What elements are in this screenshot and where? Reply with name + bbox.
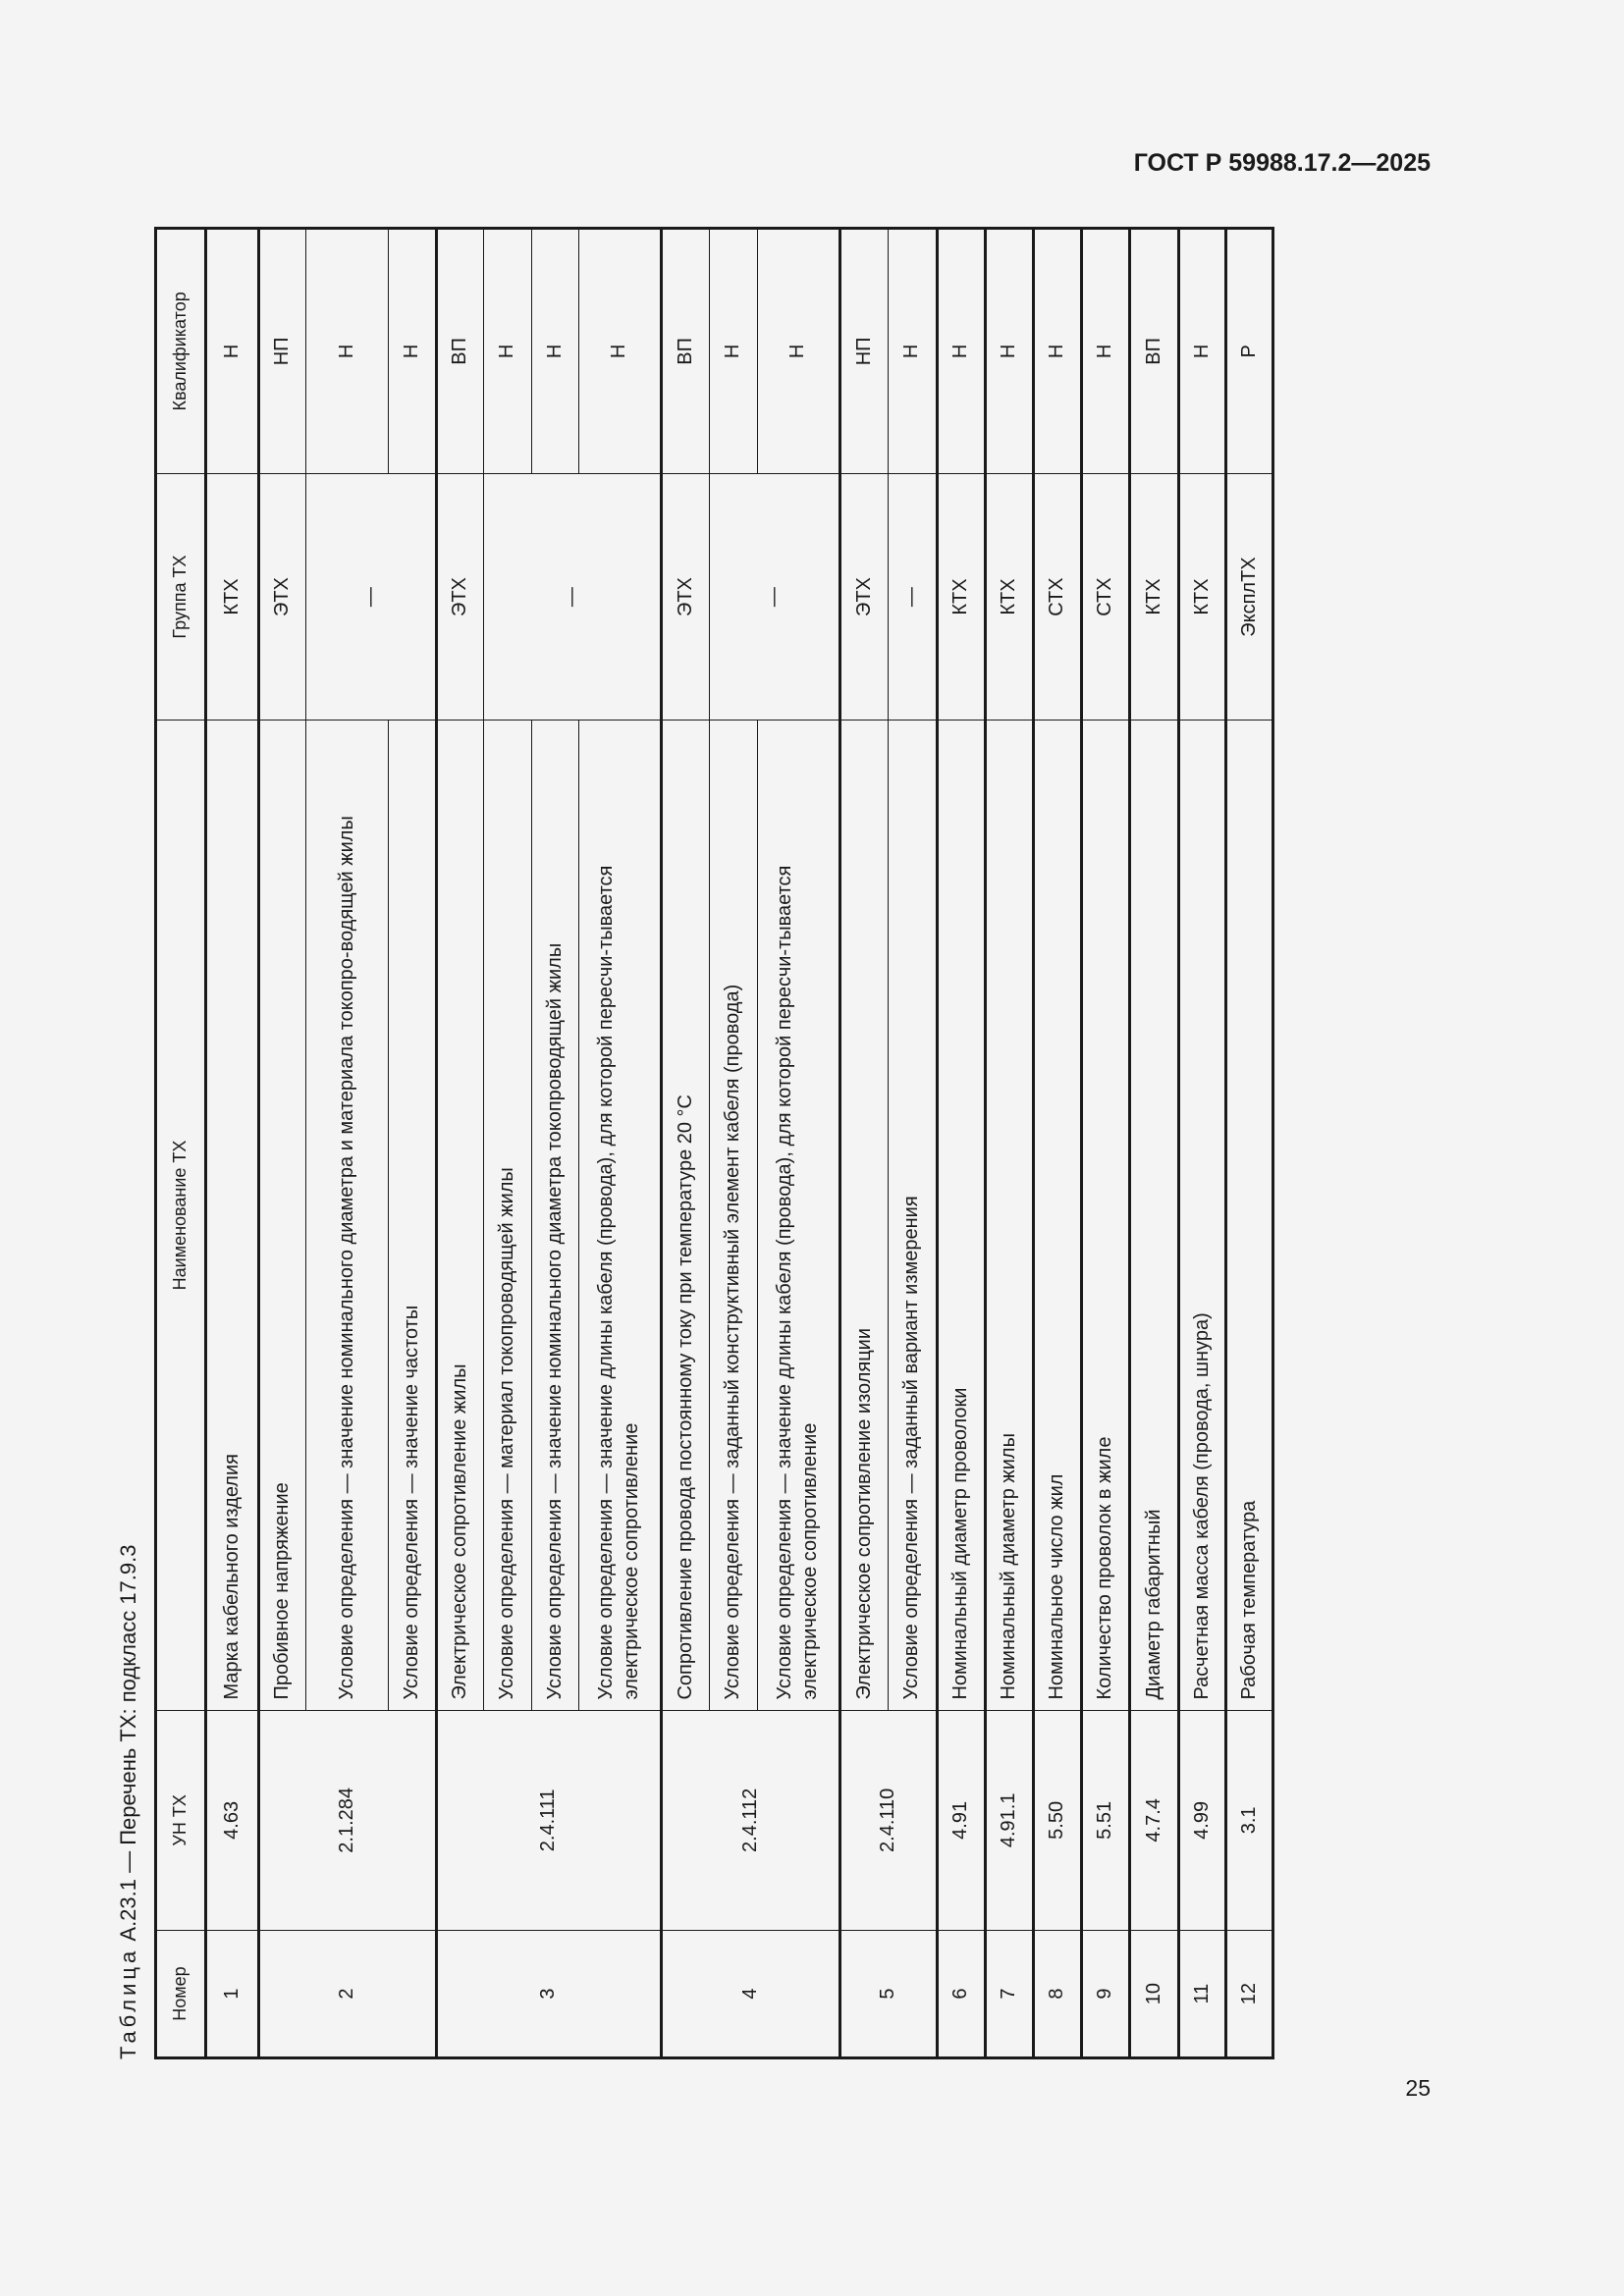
row-number: 1 [206, 1931, 259, 2058]
row-number: 2 [259, 1931, 437, 2058]
header-row [156, 229, 206, 2058]
row-qualifier: Н [986, 229, 1034, 474]
row-name: Электрическое сопротивление жилы [437, 721, 484, 1710]
row-name: Условие определения — заданный конструктивный элемент кабеля (провода) [710, 721, 758, 1710]
tx-table [154, 227, 1274, 2059]
row-qualifier: Н [889, 229, 938, 474]
row-group: — [306, 473, 437, 721]
row-name: Условие определения — значение длины кабеля (провода), для которой пересчи-тывается электрическое сопротивление [579, 721, 662, 1710]
row-number: 10 [1130, 1931, 1179, 2058]
row-number: 12 [1226, 1931, 1273, 2058]
row-name: Марка кабельного изделия [206, 721, 259, 1710]
col-header-group: Группа ТХ [156, 473, 206, 721]
row-qualifier: Н [579, 229, 662, 474]
row-name: Диаметр габаритный [1130, 721, 1179, 1710]
row-qualifier: Н [1034, 229, 1082, 474]
document-code: ГОСТ Р 59988.17.2—2025 [1133, 149, 1431, 177]
row-group: ЭТХ [840, 473, 889, 721]
row-group: ЭксплТХ [1226, 473, 1273, 721]
col-header-name: Наименование ТХ [156, 721, 206, 1710]
table-row [1130, 229, 1179, 2058]
row-number: 4 [662, 1931, 840, 2058]
row-name: Расчетная масса кабеля (провода, шнура) [1179, 721, 1226, 1710]
row-qualifier: Н [938, 229, 986, 474]
row-un: 4.7.4 [1130, 1710, 1179, 1931]
row-name: Условие определения — значение номинального диаметра и материала токопро-водящей жилы [306, 721, 389, 1710]
row-qualifier: Н [1082, 229, 1130, 474]
row-name: Пробивное напряжение [259, 721, 306, 1710]
row-un: 2.1.284 [259, 1710, 437, 1931]
row-un: 4.91.1 [986, 1710, 1034, 1931]
row-name: Номинальное число жил [1034, 721, 1082, 1710]
row-group: СТХ [1034, 473, 1082, 721]
table-row [840, 229, 889, 2058]
row-number: 7 [986, 1931, 1034, 2058]
col-header-un: УН ТХ [156, 1710, 206, 1931]
page-number: 25 [1405, 2075, 1431, 2101]
row-number: 5 [840, 1931, 938, 2058]
row-un: 2.4.112 [662, 1710, 840, 1931]
row-name: Рабочая температура [1226, 721, 1273, 1710]
row-name: Условие определения — заданный вариант измерения [889, 721, 938, 1710]
row-un: 5.51 [1082, 1710, 1130, 1931]
row-qualifier: ВП [1130, 229, 1179, 474]
row-name: Номинальный диаметр жилы [986, 721, 1034, 1710]
row-name: Электрическое сопротивление изоляции [840, 721, 889, 1710]
table-caption-lead: Таблица [116, 1947, 140, 2059]
row-group: — [710, 473, 840, 721]
row-qualifier: Н [484, 229, 532, 474]
table-row [259, 229, 306, 2058]
row-un: 2.4.110 [840, 1710, 938, 1931]
table-row [1034, 229, 1082, 2058]
row-un: 2.4.111 [437, 1710, 662, 1931]
row-name: Сопротивление провода постоянному току при температуре 20 °С [662, 721, 710, 1710]
row-qualifier: Н [1179, 229, 1226, 474]
row-group: КТХ [1179, 473, 1226, 721]
row-group: КТХ [1130, 473, 1179, 721]
row-name: Номинальный диаметр проволоки [938, 721, 986, 1710]
row-un: 4.91 [938, 1710, 986, 1931]
row-name: Условие определения — значение номинального диаметра токопроводящей жилы [532, 721, 579, 1710]
row-un: 4.99 [1179, 1710, 1226, 1931]
rotated-table-block [108, 227, 1270, 2059]
row-group: КТХ [986, 473, 1034, 721]
row-group: — [889, 473, 938, 721]
row-group: ЭТХ [437, 473, 484, 721]
row-qualifier: Н [306, 229, 389, 474]
row-group: ЭТХ [259, 473, 306, 721]
col-header-qualifier: Квалификатор [156, 229, 206, 474]
row-un: 3.1 [1226, 1710, 1273, 1931]
table-row [1082, 229, 1130, 2058]
row-qualifier: ВП [662, 229, 710, 474]
row-group: ЭТХ [662, 473, 710, 721]
row-group: КТХ [206, 473, 259, 721]
table-row [1179, 229, 1226, 2058]
row-group: СТХ [1082, 473, 1130, 721]
row-un: 5.50 [1034, 1710, 1082, 1931]
table-row [206, 229, 259, 2058]
table-caption-text: А.23.1 — Перечень ТХ: подкласс 17.9.3 [116, 1544, 140, 1942]
table-row [1226, 229, 1273, 2058]
row-name: Условие определения — значение длины кабеля (провода), для которой пересчи-тывается электрическое сопротивление [758, 721, 840, 1710]
row-un: 4.63 [206, 1710, 259, 1931]
row-qualifier: Н [758, 229, 840, 474]
row-qualifier: Р [1226, 229, 1273, 474]
row-number: 6 [938, 1931, 986, 2058]
table-row [938, 229, 986, 2058]
row-qualifier: НП [840, 229, 889, 474]
row-number: 9 [1082, 1931, 1130, 2058]
table-row [662, 229, 710, 2058]
row-name: Количество проволок в жиле [1082, 721, 1130, 1710]
col-header-number: Номер [156, 1931, 206, 2058]
row-qualifier: Н [206, 229, 259, 474]
row-qualifier: Н [389, 229, 437, 474]
row-qualifier: Н [710, 229, 758, 474]
row-qualifier: ВП [437, 229, 484, 474]
row-group: — [484, 473, 662, 721]
table-row [437, 229, 484, 2058]
row-number: 11 [1179, 1931, 1226, 2058]
row-qualifier: НП [259, 229, 306, 474]
row-group: КТХ [938, 473, 986, 721]
row-qualifier: Н [532, 229, 579, 474]
row-name: Условие определения — материал токопроводящей жилы [484, 721, 532, 1710]
row-number: 8 [1034, 1931, 1082, 2058]
row-number: 3 [437, 1931, 662, 2058]
table-caption [116, 1545, 141, 2060]
table-row [986, 229, 1034, 2058]
row-name: Условие определения — значение частоты [389, 721, 437, 1710]
